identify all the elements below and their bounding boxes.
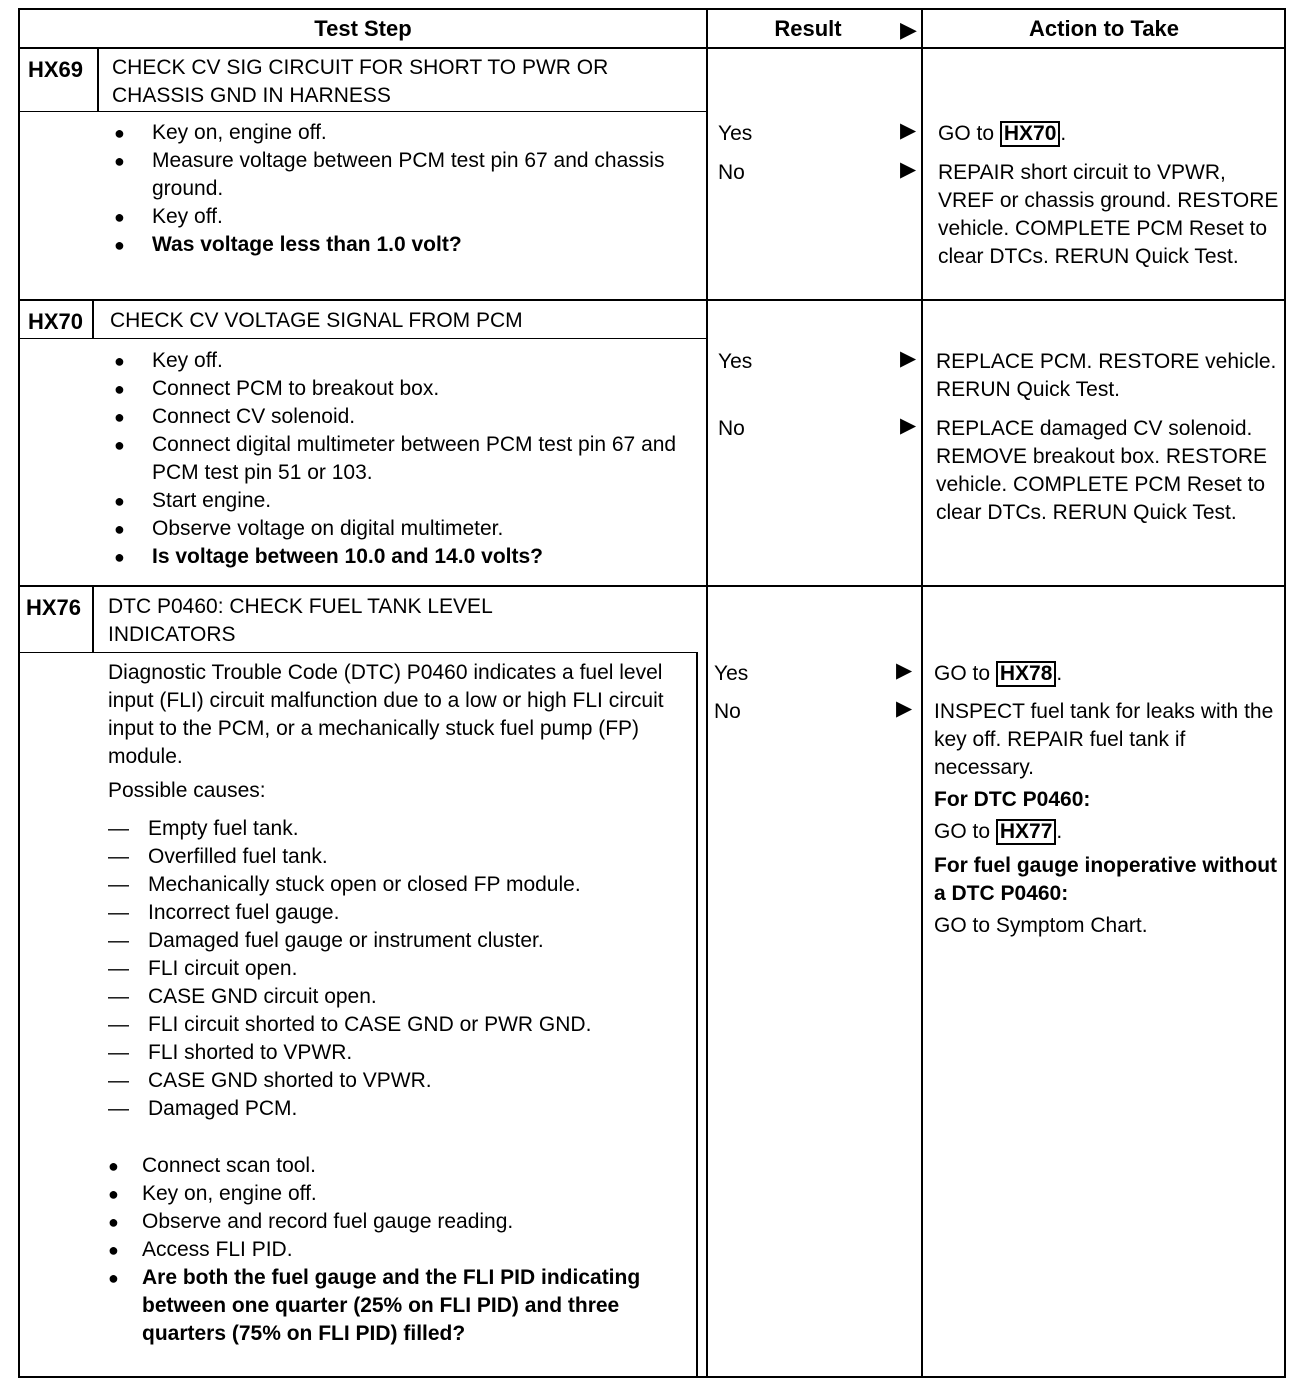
title-divider xyxy=(20,111,706,112)
action-text: . xyxy=(1060,122,1067,145)
title-divider xyxy=(20,652,696,653)
diagnostic-table xyxy=(18,8,1286,1378)
list-item: ● Key on, engine off. xyxy=(106,1180,696,1208)
arrow-icon: ▶ xyxy=(900,158,917,181)
arrow-icon: ▶ xyxy=(896,659,913,682)
causes-label: Possible causes: xyxy=(108,779,266,802)
action-text: GO to xyxy=(934,662,996,685)
step-list xyxy=(106,1152,696,1348)
result-yes: Yes xyxy=(714,662,749,685)
header-divider xyxy=(20,47,1284,49)
intro-paragraph: Diagnostic Trouble Code (DTC) P0460 indicates a fuel level input (FLI) circuit malfunction due to a low or high FLI circuit input to the PCM, or a mechanically stuck fuel pump (FP) module. xyxy=(108,661,664,768)
step-title xyxy=(110,307,700,335)
action-no: REPAIR short circuit to VPWR, VREF or chassis ground. RESTORE vehicle. COMPLETE PCM Reset to clear DTCs. RERUN Quick Test. xyxy=(938,161,1279,268)
step-title-line: CHECK CV VOLTAGE SIGNAL FROM PCM xyxy=(110,309,523,332)
action-text: GO to xyxy=(938,122,1000,145)
list-item: ● Observe voltage on digital multimeter. xyxy=(112,515,702,543)
action-no xyxy=(934,698,1284,940)
step-code: HX76 xyxy=(26,595,82,620)
row-divider xyxy=(20,585,1284,587)
result-no: No xyxy=(718,417,745,440)
action-text: GO to xyxy=(934,820,996,843)
list-item: — FLI shorted to VPWR. xyxy=(108,1039,696,1067)
step-title-line: CHECK CV SIG CIRCUIT FOR SHORT TO PWR OR xyxy=(112,56,609,79)
list-item: ● Key on, engine off. xyxy=(112,119,702,147)
list-item: ● Is voltage between 10.0 and 14.0 volts? xyxy=(112,543,702,571)
step-code: HX70 xyxy=(28,309,84,334)
action-yes xyxy=(934,660,1284,688)
action-yes: REPLACE PCM. RESTORE vehicle. RERUN Quick Test. xyxy=(936,350,1277,401)
list-item: — Overfilled fuel tank. xyxy=(108,843,696,871)
action-text: INSPECT fuel tank for leaks with the key off. REPAIR fuel tank if necessary. xyxy=(934,700,1274,779)
action-no: REPLACE damaged CV solenoid. REMOVE breakout box. RESTORE vehicle. COMPLETE PCM Reset to clear DTCs. RERUN Quick Test. xyxy=(936,417,1268,524)
step-title xyxy=(108,593,688,649)
list-item: ● Connect PCM to breakout box. xyxy=(112,375,702,403)
list-item: — CASE GND shorted to VPWR. xyxy=(108,1067,696,1095)
header-result: Result xyxy=(774,16,842,41)
action-label: For fuel gauge inoperative without a DTC P0460: xyxy=(934,854,1278,905)
step-list xyxy=(112,119,702,259)
step-list xyxy=(112,347,702,571)
list-item: — CASE GND circuit open. xyxy=(108,983,696,1011)
list-item: — Damaged fuel gauge or instrument cluster. xyxy=(108,927,696,955)
ref-link-hx78[interactable]: HX78 xyxy=(996,661,1057,687)
title-divider xyxy=(20,338,706,339)
header-arrow-icon: ▶ xyxy=(900,17,917,42)
list-item: — Empty fuel tank. xyxy=(108,815,696,843)
list-item: ● Key off. xyxy=(112,203,702,231)
arrow-icon: ▶ xyxy=(896,697,913,720)
result-no: No xyxy=(718,161,745,184)
step-title xyxy=(112,54,702,110)
action-text: GO to Symptom Chart. xyxy=(934,914,1148,937)
column-divider xyxy=(696,652,698,1376)
list-item: — Incorrect fuel gauge. xyxy=(108,899,696,927)
action-yes xyxy=(938,120,1284,148)
action-text: . xyxy=(1056,662,1063,685)
causes-list xyxy=(108,815,696,1123)
list-item: ● Start engine. xyxy=(112,487,702,515)
step-title-line: INDICATORS xyxy=(108,623,236,646)
ref-link-hx70[interactable]: HX70 xyxy=(1000,121,1061,147)
list-item: ● Connect CV solenoid. xyxy=(112,403,702,431)
header-action: Action to Take xyxy=(1029,16,1179,41)
arrow-icon: ▶ xyxy=(900,414,917,437)
list-item: ● Observe and record fuel gauge reading. xyxy=(106,1208,696,1236)
row-divider xyxy=(20,299,1284,301)
list-item: ● Measure voltage between PCM test pin 67 and chassis ground. xyxy=(112,147,702,203)
action-text: . xyxy=(1056,820,1063,843)
arrow-icon: ▶ xyxy=(900,119,917,142)
result-yes: Yes xyxy=(718,122,753,145)
list-item: ● Are both the fuel gauge and the FLI PID indicating between one quarter (25% on FLI PID) and three quarters (75% on FLI PID) filled? xyxy=(106,1264,696,1348)
list-item: — Mechanically stuck open or closed FP module. xyxy=(108,871,696,899)
step-title-line: CHASSIS GND IN HARNESS xyxy=(112,84,391,107)
action-label: For DTC P0460: xyxy=(934,788,1091,811)
result-no: No xyxy=(714,700,741,723)
step-title-line: DTC P0460: CHECK FUEL TANK LEVEL xyxy=(108,595,493,618)
result-yes: Yes xyxy=(718,350,753,373)
column-divider xyxy=(921,10,923,1376)
list-item: — Damaged PCM. xyxy=(108,1095,696,1123)
list-item: — FLI circuit shorted to CASE GND or PWR GND. xyxy=(108,1011,696,1039)
step-code: HX69 xyxy=(28,57,84,82)
column-divider xyxy=(706,10,708,1376)
list-item: ● Connect scan tool. xyxy=(106,1152,696,1180)
list-item: ● Key off. xyxy=(112,347,702,375)
ref-link-hx77[interactable]: HX77 xyxy=(996,819,1057,845)
arrow-icon: ▶ xyxy=(900,347,917,370)
list-item: ● Access FLI PID. xyxy=(106,1236,696,1264)
list-item: ● Connect digital multimeter between PCM test pin 67 and PCM test pin 51 or 103. xyxy=(112,431,702,487)
header-test-step: Test Step xyxy=(314,16,412,41)
list-item: ● Was voltage less than 1.0 volt? xyxy=(112,231,702,259)
list-item: — FLI circuit open. xyxy=(108,955,696,983)
